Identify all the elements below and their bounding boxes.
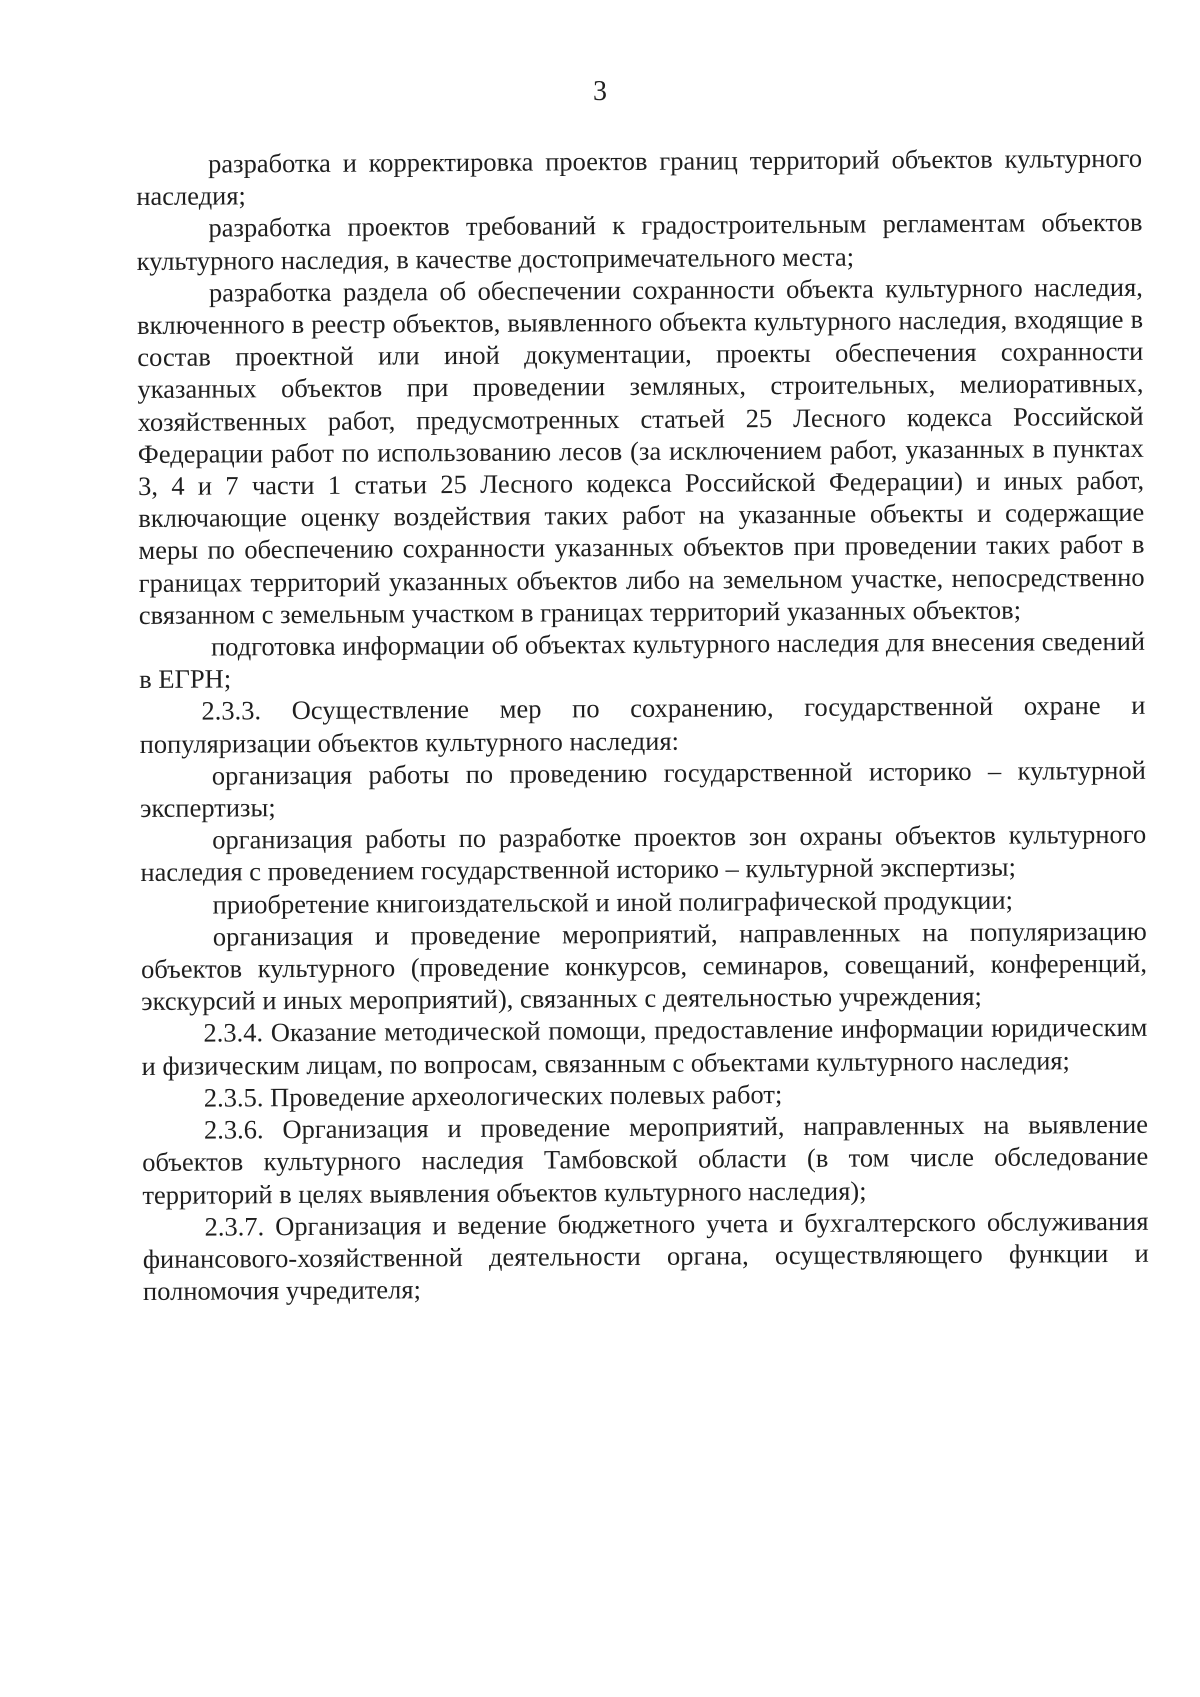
- paragraph-publications: приобретение книгоиздательской и иной полиграфической продукции;: [212, 884, 1014, 920]
- page-number: 3: [593, 76, 607, 107]
- paragraph-2-3-4: 2.3.4. Оказание методической помощи, предоставление информации юридическим и физическим лицам, по вопросам, связанным с объектами культурного наследия;: [141, 1012, 1148, 1081]
- paragraph-2-3-5: 2.3.5. Проведение археологических полевых работ;: [203, 1078, 783, 1113]
- paragraph-2-3-7: 2.3.7. Организация и ведение бюджетного учета и бухгалтерского обслуживания финансового-хозяйственной деятельности органа, осуществляющего функции и полномочия учредителя;: [142, 1205, 1149, 1307]
- paragraph-2-3-3: 2.3.3. Осуществление мер по сохранению, государственной охране и популяризации объектов культурного наследия:: [139, 690, 1146, 759]
- paragraph-urban-regulations: разработка проектов требований к градостроительным регламентам объектов культурного наследия, в качестве достопримечательного места;: [136, 207, 1143, 276]
- paragraph-2-3-6: 2.3.6. Организация и проведение мероприятий, направленных на выявление объектов культурного наследия Тамбовской области (в том числе обследование территорий в целях выявления объектов культурного наследия);: [142, 1108, 1149, 1210]
- document-body: [136, 142, 1149, 1307]
- paragraph-egrn-info: подготовка информации об объектах культурного наследия для внесения сведений в ЕГРН;: [139, 625, 1146, 695]
- paragraph-protection-zones: организация работы по разработке проектов зон охраны объектов культурного наследия с проведением государственной историко – культурной экспертизы;: [140, 819, 1147, 888]
- paragraph-preservation-section: разработка раздела об обеспечении сохранности объекта культурного наследия, включенного в реестр объектов, выявленного объекта культурного наследия, входящие в состав проектной или иной документации, проекты обеспечения сохранности указанных объектов при проведении земляных, строительных, мелиоративных, хозяйственных работ, предусмотренных статьей 25 Лесного кодекса Российской Федерации работ по использованию лесов (за исключением работ, указанных в пунктах 3, 4 и 7 части 1 статьи 25 Лесного кодекса Российской Федерации) и иных работ, включающие оценку воздействия таких работ на указанные объекты и содержащие меры по обеспечению сохранности указанных объектов при проведении таких работ в границах территорий указанных объектов либо на земельном участке, непосредственно связанном с земельным участком в границах территорий указанных объектов;: [136, 271, 1145, 630]
- paragraph-project-boundaries: разработка и корректировка проектов границ территорий объектов культурного наследия;: [136, 142, 1143, 212]
- paragraph-events: организация и проведение мероприятий, направленных на популяризацию объектов культурного (проведение конкурсов, семинаров, совещаний, конференций, экскурсий и иных мероприятий), связанных с деятельностью учреждения;: [140, 915, 1148, 1017]
- paragraph-expertise: организация работы по проведению государственной историко – культурной экспертизы;: [139, 754, 1146, 824]
